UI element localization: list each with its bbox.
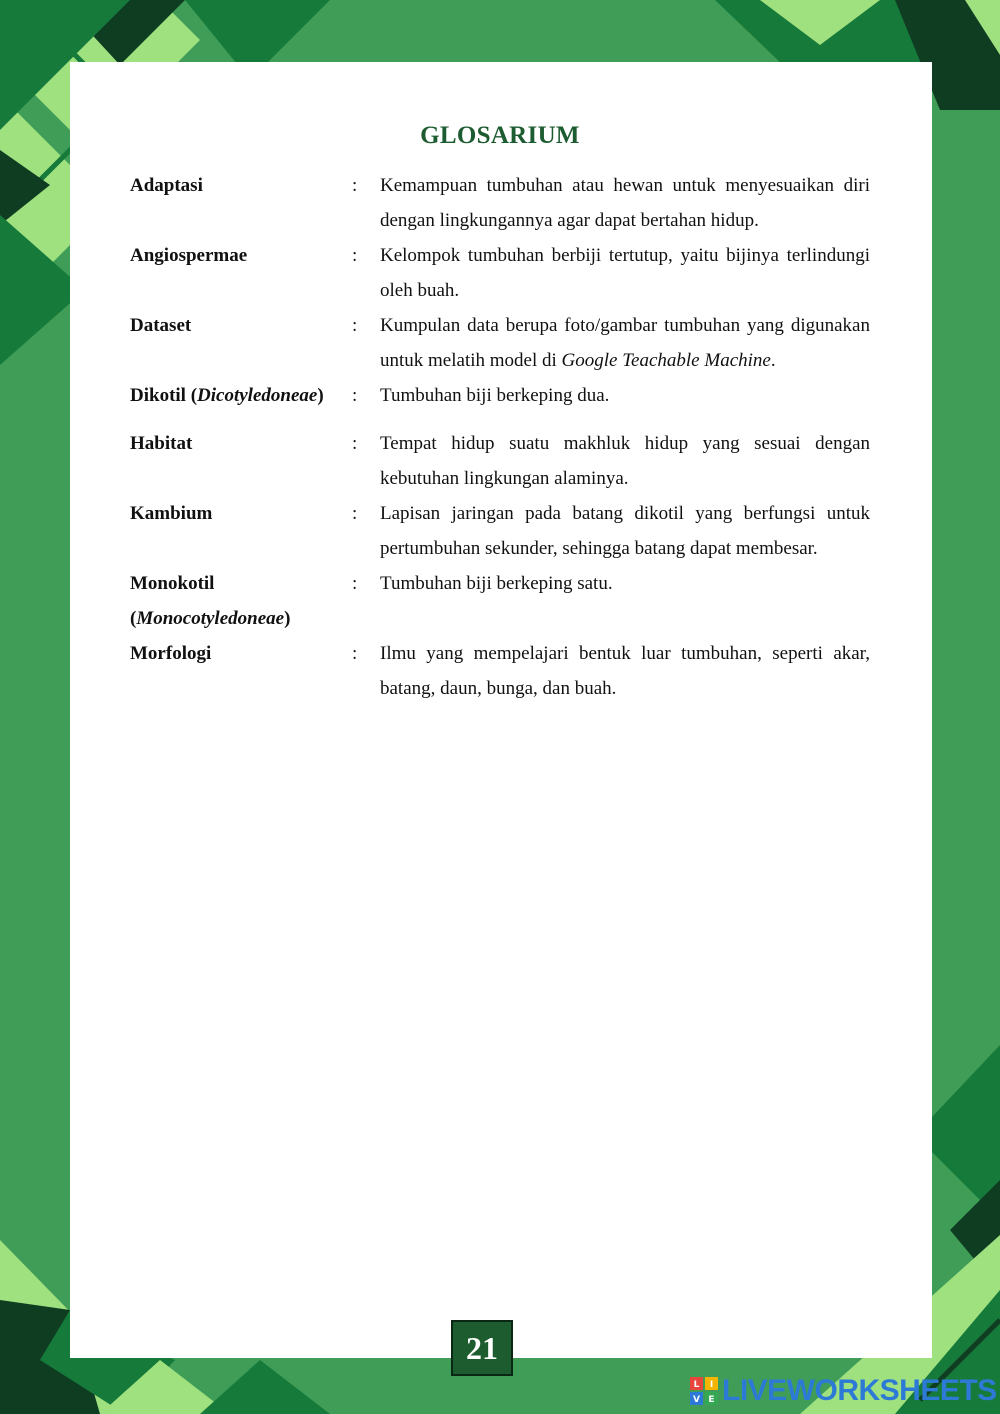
glossary-term: Kambium [130, 503, 213, 524]
logo-letter: L [693, 1380, 700, 1390]
glossary-entry [130, 308, 870, 378]
glossary-entry [130, 168, 870, 238]
term-italic: Dicotyledoneae [197, 385, 318, 406]
glossary-separator: : [352, 433, 358, 454]
glossary-term: Adaptasi [130, 175, 203, 196]
term-text: Monokotil ( [130, 573, 215, 629]
page-number: 21 [451, 1320, 513, 1376]
definition-text: . [770, 350, 776, 371]
glossary-entry [130, 636, 870, 706]
glossary-definition [380, 308, 870, 378]
glossary-separator: : [352, 245, 358, 266]
glossary-term: Dataset [130, 315, 192, 336]
glossary-term: Morfologi [130, 643, 212, 664]
glossary-entry [130, 496, 870, 566]
glossary-term: Angiospermae [130, 245, 248, 266]
glossary-term [130, 566, 352, 636]
term-text: Dikotil ( [130, 385, 198, 406]
liveworksheets-logo-icon [690, 1377, 718, 1405]
logo-letter: I [709, 1380, 714, 1390]
glossary-entry [130, 238, 870, 308]
definition-text: Kumpulan data berupa foto/gambar tumbuhan yang digunakan untuk melatih model di [380, 315, 870, 371]
glossary-definition: Lapisan jaringan pada batang dikotil yang berfungsi untuk pertumbuhan sekunder, sehingga batang dapat membesar. [380, 503, 870, 559]
glossary-separator: : [352, 385, 358, 406]
glossary-separator: : [352, 643, 358, 664]
liveworksheets-watermark[interactable] [690, 1373, 997, 1409]
glossary-entry [130, 378, 870, 413]
glossary-entry [130, 566, 870, 636]
glossary-definition: Tempat hidup suatu makhluk hidup yang sesuai dengan kebutuhan lingkungan alaminya. [380, 433, 870, 489]
logo-letter: E [708, 1395, 715, 1405]
definition-italic: Google Teachable Machine [561, 350, 771, 371]
glossary-separator: : [352, 503, 358, 524]
logo-letter: V [693, 1395, 700, 1405]
page-title: GLOSARIUM [420, 122, 580, 149]
glossary-separator: : [352, 573, 358, 594]
glossary-definition: Ilmu yang mempelajari bentuk luar tumbuhan, seperti akar, batang, daun, bunga, dan buah. [380, 643, 870, 699]
term-text: ) [317, 385, 324, 406]
glossary-definition: Kelompok tumbuhan berbiji tertutup, yaitu bijinya terlindungi oleh buah. [380, 245, 870, 301]
glossary-definition: Tumbuhan biji berkeping dua. [380, 385, 610, 406]
glossary-entry [130, 426, 870, 496]
watermark-text: LIVEWORKSHEETS [722, 1374, 997, 1407]
glossary-definition: Tumbuhan biji berkeping satu. [380, 573, 613, 594]
glossary-definition: Kemampuan tumbuhan atau hewan untuk menyesuaikan diri dengan lingkungannya agar dapat bertahan hidup. [380, 175, 870, 231]
glossary-term: Habitat [130, 433, 193, 454]
glossary-list [130, 168, 870, 706]
term-text: ) [284, 608, 291, 629]
glossary-separator: : [352, 175, 358, 196]
glossary-term [130, 378, 352, 413]
glossary-separator: : [352, 315, 358, 336]
term-italic: Monocotyledoneae [136, 608, 285, 629]
